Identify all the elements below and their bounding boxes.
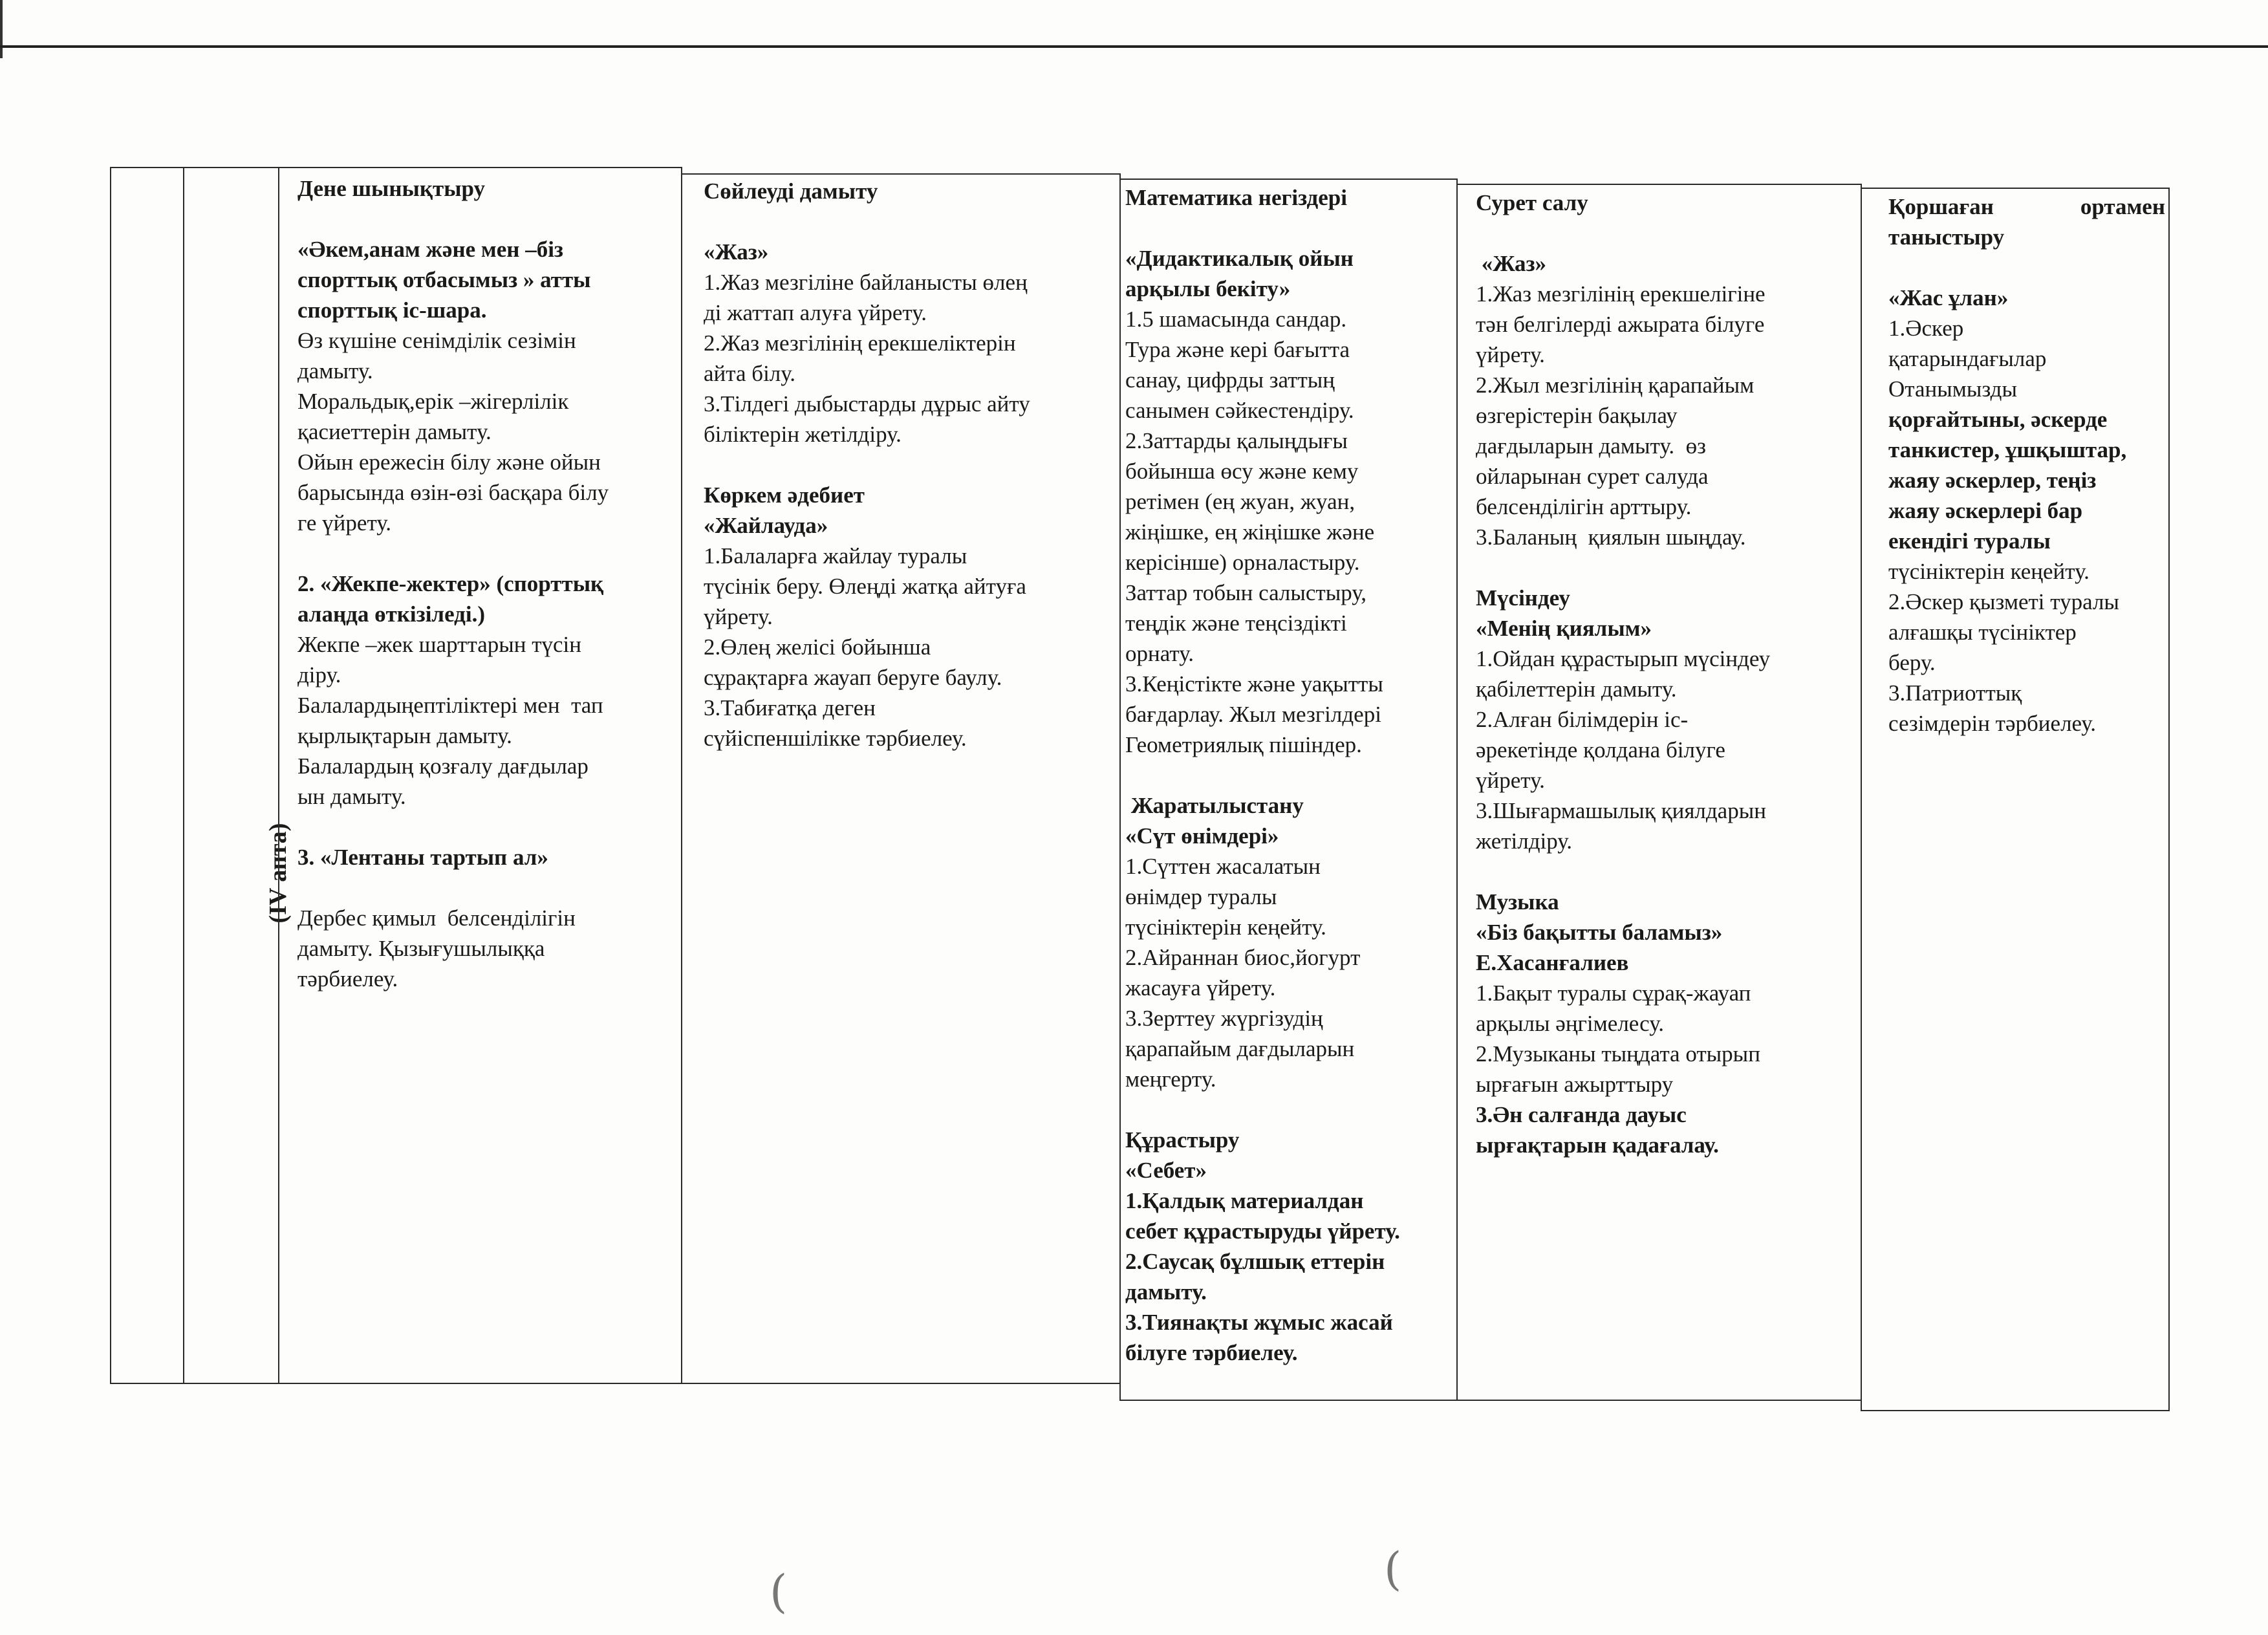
cell-line: Моральдық,ерік –жігерлілік: [297, 389, 569, 414]
cell-line: 3.Зерттеу жүргізудің: [1125, 1006, 1323, 1031]
cell-line: өнімдер туралы: [1125, 884, 1277, 909]
cell-line: барысында өзін-өзі басқара білу: [297, 480, 609, 505]
cell-line: сүйіспеншілікке тәрбиелеу.: [704, 726, 967, 751]
cell-line: сезімдерін тәрбиелеу.: [1888, 711, 2096, 736]
cell-line: [704, 206, 1118, 237]
cell-line: [1888, 252, 2165, 283]
cell-line: үйрету.: [1476, 768, 1545, 793]
cell-line: 3.Ән салғанда дауыс: [1476, 1102, 1687, 1127]
cell-line: ырғақтарын қадағалау.: [1476, 1132, 1719, 1158]
scan-edge-mark: [0, 0, 3, 58]
cell-line: діру.: [297, 662, 341, 688]
cell-heading: Сөйлеуді дамыту: [704, 179, 878, 204]
cell-line: қабілеттерін дамыту.: [1476, 677, 1677, 702]
cell-line: ойларынан сурет салуда: [1476, 464, 1709, 489]
cell-line: орнату.: [1125, 641, 1194, 666]
cell-line: 3. «Лентаны тартып ал»: [297, 845, 548, 870]
cell-line: санымен сәйкестендіру.: [1125, 398, 1354, 423]
cell-line: 2.Музыканы тыңдата отырып: [1476, 1041, 1760, 1067]
cell-heading: Дене шынықтыру: [297, 176, 486, 201]
cell-line: қарапайым дағдыларын: [1125, 1036, 1355, 1061]
cell-line: жетілдіру.: [1476, 828, 1573, 854]
scan-mark-left: (: [770, 1565, 788, 1618]
cell-line: «Сүт өнімдері»: [1125, 823, 1279, 849]
cell-drawing: [1476, 188, 1857, 1391]
cell-line: 3.Кеңістікте және уақытты: [1125, 671, 1383, 697]
cell-line: ын дамыту.: [297, 784, 406, 809]
cell-line: Музыка: [1476, 889, 1559, 915]
cell-line: Балалардыңептіліктері мен тап: [297, 693, 603, 718]
cell-line: Дербес қимыл белсенділігін: [297, 905, 576, 931]
cell-line: тәрбиелеу.: [297, 966, 398, 991]
cell-line: 3.Баланың қиялын шыңдау.: [1476, 525, 1746, 550]
cell-line: 2.Өлең желісі бойынша: [704, 634, 931, 660]
cell-line: Балалардың қозғалу дағдылар: [297, 753, 589, 779]
cell-line: әрекетінде қолдана білуге: [1476, 737, 1725, 763]
cell-line: [1476, 552, 1857, 583]
cell-physical-education: [297, 173, 679, 1376]
cell-heading: Сурет салу: [1476, 190, 1588, 215]
cell-line: «Себет»: [1125, 1158, 1207, 1183]
cell-line: түсініктерін кеңейту.: [1125, 915, 1326, 940]
cell-speech-development: [704, 176, 1118, 1379]
cell-line: «Жаз»: [1476, 251, 1547, 276]
cell-line: үйрету.: [704, 604, 773, 629]
cell-line: 3.Тілдегі дыбыстарды дұрыс айту: [704, 391, 1030, 417]
cell-lines: [1888, 252, 2165, 739]
cell-line: беру.: [1888, 650, 1936, 675]
cell-line: арқылы әңгімелесу.: [1476, 1011, 1665, 1036]
cell-line: 1.Ойдан құрастырып мүсіндеу: [1476, 646, 1771, 671]
cell-line: 3.Тиянақты жұмыс жасай: [1125, 1310, 1393, 1335]
cell-line: меңгерту.: [1125, 1067, 1216, 1092]
cell-line: 1.Бақыт туралы сұрақ-жауап: [1476, 980, 1751, 1006]
cell-line: 2.Әскер қызметі туралы: [1888, 589, 2119, 614]
cell-line: Тура және кері бағытта: [1125, 337, 1350, 362]
cell-line: арқылы бекіту»: [1125, 276, 1291, 301]
cell-line: 2.Жаз мезгілінің ерекшеліктерін: [704, 330, 1016, 356]
cell-line: алаңда өткізіледі.): [297, 601, 485, 627]
cell-line: теңдік және теңсіздікті: [1125, 611, 1347, 636]
cell-environment: [1888, 191, 2165, 1394]
cell-line: Е.Хасанғалиев: [1476, 950, 1629, 975]
cell-line: [704, 449, 1118, 480]
cell-line: [1125, 760, 1455, 790]
cell-line: «Дидактикалық ойын: [1125, 246, 1354, 271]
cell-line: жаяу әскерлер, теңіз: [1888, 468, 2097, 493]
cell-line: жасауға үйрету.: [1125, 975, 1276, 1001]
cell-line: [297, 538, 679, 568]
cell-line: айта білу.: [704, 361, 796, 386]
cell-line: [297, 204, 679, 234]
cell-line: спорттық іс-шара.: [297, 298, 487, 323]
cell-heading-line2: таныстыру: [1888, 224, 2005, 250]
heading-word-right: ортамен: [2080, 194, 2165, 219]
cell-line: 3.Патриоттық: [1888, 680, 2022, 706]
table-col-week: [183, 167, 280, 1384]
cell-line: алғашқы түсініктер: [1888, 620, 2077, 645]
cell-line: сұрақтарға жауап беруге баулу.: [704, 665, 1002, 690]
cell-line: 1.5 шамасында сандар.: [1125, 307, 1347, 332]
cell-line: [1125, 1094, 1455, 1125]
cell-line: [297, 872, 679, 903]
cell-line: «Жас ұлан»: [1888, 285, 2009, 310]
cell-line: қатарындағылар: [1888, 346, 2047, 371]
cell-line: 1.Әскер: [1888, 316, 1964, 341]
scan-top-line: [0, 45, 2268, 48]
cell-line: үйрету.: [1476, 342, 1545, 367]
cell-line: Құрастыру: [1125, 1127, 1240, 1153]
cell-line: 1.Сүттен жасалатын: [1125, 854, 1321, 879]
cell-line: 2. «Жекпе-жектер» (спорттық: [297, 571, 604, 596]
cell-line: қорғайтыны, әскерде: [1888, 407, 2108, 432]
cell-lines: [1125, 213, 1455, 1368]
cell-line: жіңішке, ең жіңішке және: [1125, 519, 1375, 545]
cell-heading-line1: [1888, 191, 2165, 222]
cell-line: түсінік беру. Өлеңді жатқа айтуға: [704, 574, 1026, 599]
cell-line: танкистер, ұшқыштар,: [1888, 437, 2127, 462]
cell-line: ге үйрету.: [297, 510, 392, 536]
cell-line: 1.Жаз мезгіліне байланысты өлең: [704, 270, 1028, 295]
cell-line: Заттар тобын салыстыру,: [1125, 580, 1367, 605]
cell-line: санау, цифрды заттың: [1125, 367, 1335, 393]
cell-line: [297, 812, 679, 842]
cell-line: Жаратылыстану: [1125, 793, 1304, 818]
cell-lines: [704, 206, 1118, 753]
cell-line: Геометриялық пішіндер.: [1125, 732, 1362, 757]
cell-line: Отанымызды: [1888, 376, 2017, 402]
week-label: (IV апта): [265, 823, 292, 924]
cell-line: дамыту. Қызығушылыққа: [297, 936, 545, 961]
cell-line: 2.Саусақ бұлшық еттерін: [1125, 1249, 1385, 1274]
cell-line: жаяу әскерлері бар: [1888, 498, 2083, 523]
cell-line: 2.Алған білімдерін іс-: [1476, 707, 1689, 732]
cell-line: ретімен (ең жуан, жуан,: [1125, 489, 1355, 514]
cell-line: 1.Жаз мезгілінің ерекшелігіне: [1476, 281, 1766, 307]
cell-line: [1125, 213, 1455, 243]
table-col-empty-1: [110, 167, 184, 1384]
cell-line: «Жаз»: [704, 239, 769, 265]
cell-line: Көркем әдебиет: [704, 482, 865, 508]
cell-line: «Менің қиялым»: [1476, 616, 1652, 641]
cell-line: дамыту.: [1125, 1279, 1207, 1305]
heading-word-left: Қоршаған: [1888, 194, 1994, 219]
cell-line: ді жаттап алуға үйрету.: [704, 300, 927, 325]
cell-line: спорттық отбасымыз » атты: [297, 267, 591, 292]
cell-line: түсініктерін кеңейту.: [1888, 559, 2090, 584]
cell-math-basics: [1125, 182, 1455, 1398]
cell-line: Мүсіндеу: [1476, 585, 1570, 611]
cell-line: 1.Қалдық материалдан: [1125, 1188, 1364, 1213]
cell-line: 1.Балаларға жайлау туралы: [704, 543, 967, 568]
cell-line: 3.Шығармашылық қиялдарын: [1476, 798, 1766, 823]
cell-line: біліктерін жетілдіру.: [704, 422, 902, 447]
cell-line: [1476, 218, 1857, 248]
cell-line: 2.Заттарды қалыңдығы: [1125, 428, 1348, 453]
cell-line: керісінше) орналастыру.: [1125, 550, 1360, 575]
cell-line: [1476, 856, 1857, 887]
cell-line: бойынша өсу және кему: [1125, 459, 1359, 484]
cell-line: 3.Табиғатқа деген: [704, 695, 876, 720]
cell-line: 2.Айраннан биос,йогурт: [1125, 945, 1361, 970]
cell-line: қасиеттерін дамыту.: [297, 419, 491, 444]
cell-line: белсенділігін арттыру.: [1476, 494, 1692, 519]
cell-line: екендігі туралы: [1888, 528, 2051, 554]
cell-line: Жекпе –жек шарттарын түсін: [297, 632, 582, 657]
cell-line: білуге тәрбиелеу.: [1125, 1340, 1298, 1365]
cell-lines: [297, 204, 679, 994]
cell-line: «Жайлауда»: [704, 513, 828, 538]
scan-mark-right: (: [1384, 1543, 1402, 1596]
cell-line: тән белгілерді ажырата білуге: [1476, 312, 1765, 337]
cell-lines: [1476, 218, 1857, 1160]
cell-line: дамыту.: [297, 358, 373, 384]
cell-line: өзгерістерін бақылау: [1476, 403, 1678, 428]
cell-line: Ойын ережесін білу және ойын: [297, 449, 601, 475]
cell-line: ырғағын ажырттыру: [1476, 1072, 1674, 1097]
cell-line: 2.Жыл мезгілінің қарапайым: [1476, 373, 1755, 398]
cell-line: Өз күшіне сенімділік сезімін: [297, 328, 576, 353]
cell-line: бағдарлау. Жыл мезгілдері: [1125, 702, 1381, 727]
cell-heading: Математика негіздері: [1125, 185, 1347, 210]
cell-line: дағдыларын дамыту. өз: [1476, 433, 1706, 459]
cell-line: қырлықтарын дамыту.: [297, 723, 512, 748]
cell-line: «Әкем,анам және мен –біз: [297, 237, 563, 262]
cell-line: себет құрастыруды үйрету.: [1125, 1218, 1400, 1244]
cell-line: «Біз бақытты баламыз»: [1476, 920, 1723, 945]
